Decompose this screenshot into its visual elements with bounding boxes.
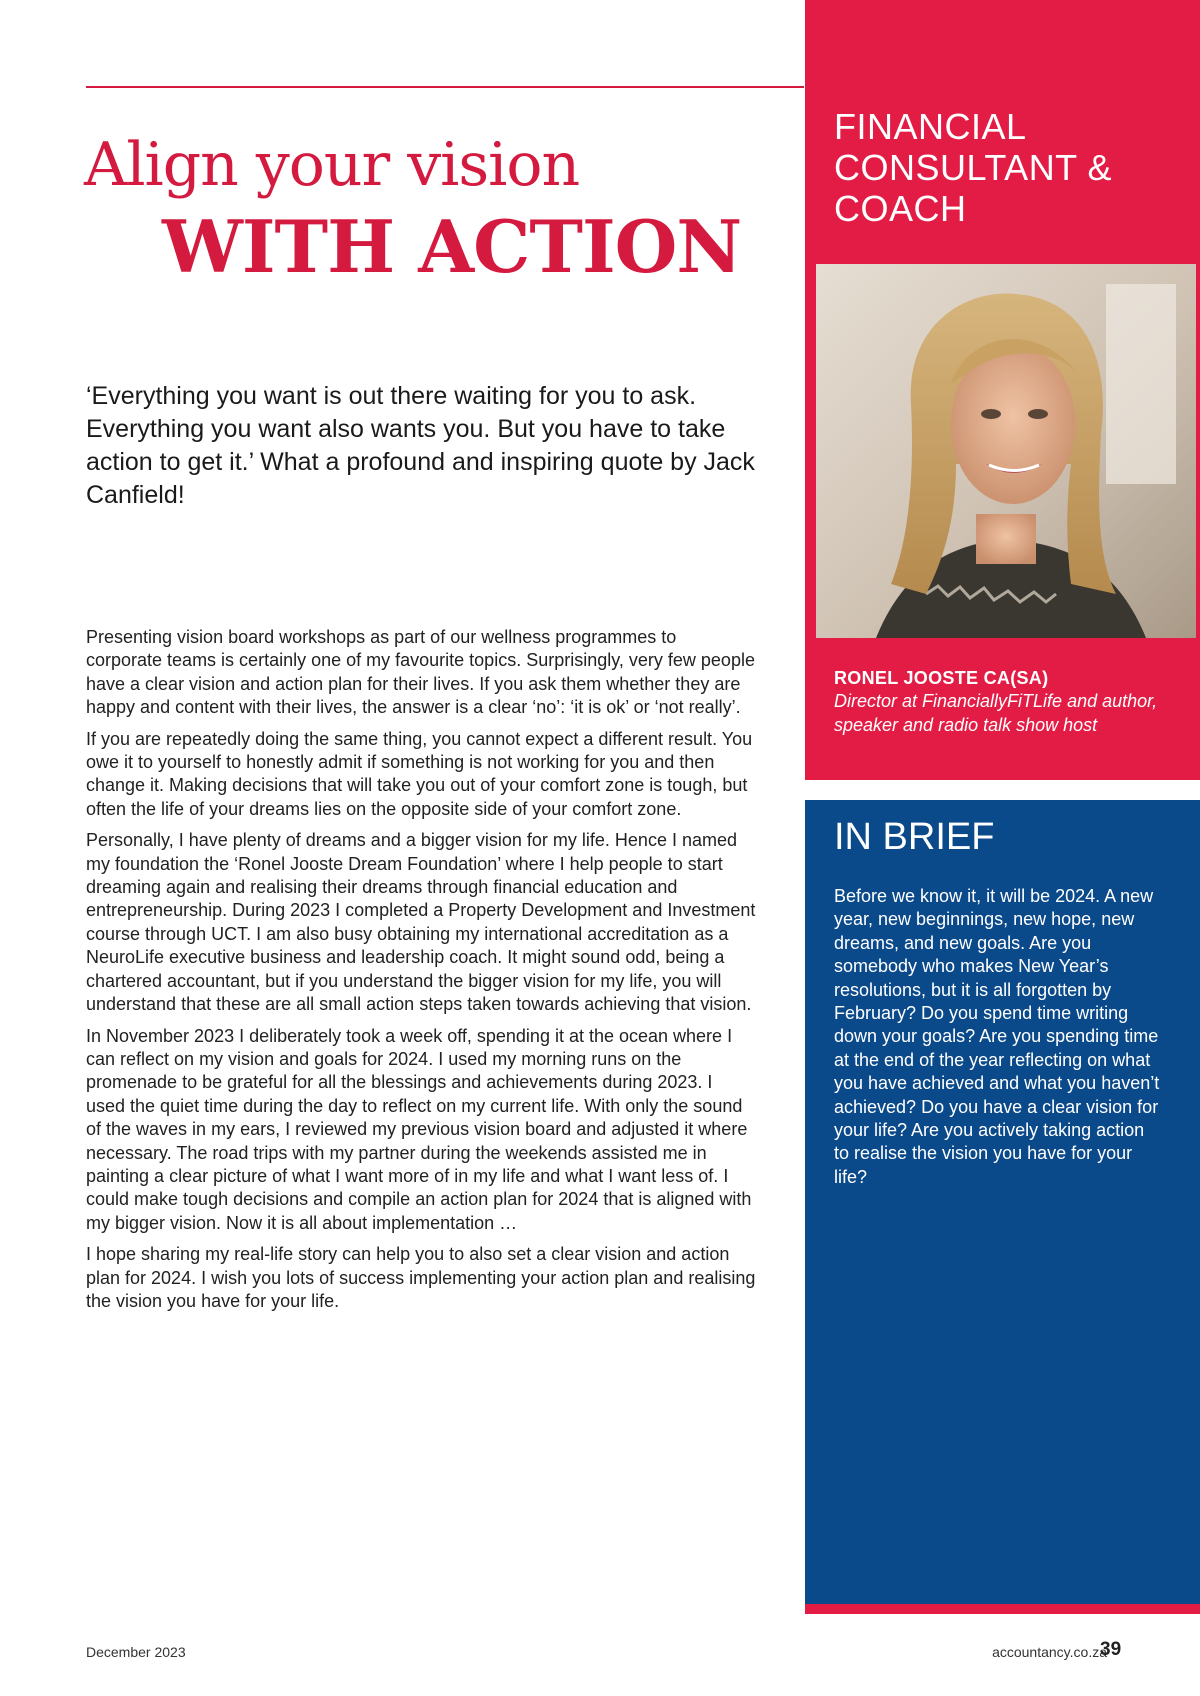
author-name: RONEL JOOSTE CA(SA) <box>834 668 1049 688</box>
sidebar-heading-line-3: COACH <box>834 188 967 229</box>
author-portrait-illustration <box>816 264 1196 638</box>
sidebar-heading <box>834 106 1112 229</box>
body-paragraph-4: In November 2023 I deliberately took a week off, spending it at the ocean where I can reflect on my vision and goals for 2024. I used my morning runs on the promenade to be grateful for all the blessings and achievements during 2023. I used the quiet time during the day to reflect on my current life. With only the sound of the waves in my ears, I reviewed my previous vision board and adjusted it where necessary. The road trips with my partner during the weekends assisted me in painting a clear picture of what I want more of in my life and what I want less of. I could make tough decisions and compile an action plan for 2024 that is aligned with my bigger vision. Now it is all about implementation … <box>86 1025 752 1233</box>
author-photo <box>816 264 1196 638</box>
article-title-line-2: WITH ACTION <box>162 204 742 289</box>
body-paragraph-2: If you are repeatedly doing the same thing, you cannot expect a different result. You owe it to yourself to honestly admit if something is not working for you and then change it. Making decisions that will take you out of your comfort zone is tough, but often the life of your dreams lies on the opposite side of your comfort zone. <box>86 728 753 819</box>
body-paragraph-5: I hope sharing my real-life story can help you to also set a clear vision and action plan for 2024. I wish you lots of success implementing your action plan and realising the vision you have for your life. <box>86 1244 756 1311</box>
body-paragraph-1: Presenting vision board workshops as part of our wellness programmes to corporate teams is certainly one of my favourite topics. Surprisingly, very few people have a clear vision and action plan for their lives. If you ask them whether they are happy and content with their lives, the answer is a clear ‘no’: ‘it is ok’ or ‘not really’. <box>86 627 755 718</box>
author-role: Director at FinanciallyFiTLife and author, speaker and radio talk show host <box>834 691 1158 735</box>
article-title-line-1: Align your vision <box>84 130 580 200</box>
footer-issue-date: December 2023 <box>86 1644 186 1660</box>
bottom-accent-strip <box>805 1604 1200 1614</box>
sidebar-heading-line-1: FINANCIAL <box>834 106 1027 147</box>
in-brief-text: Before we know it, it will be 2024. A new year, new beginnings, new hope, new dreams, and new goals. Are you somebody who makes New Year’s resolutions, but it is all forgotten by February? Do you spend time writing down your goals? Are you spending time at the end of the year reflecting on what you have achieved and what you haven’t achieved? Do you have a clear vision for your life? Are you actively taking action to realise the vision you have for your life? <box>834 886 1160 1187</box>
footer-website: accountancy.co.za <box>992 1644 1107 1660</box>
in-brief-heading: IN BRIEF <box>834 816 995 858</box>
top-rule-divider <box>86 86 804 88</box>
page-number: 39 <box>1100 1639 1122 1660</box>
body-paragraph-3: Personally, I have plenty of dreams and a bigger vision for my life. Hence I named my foundation the ‘Ronel Jooste Dream Foundation’ where I help people to start dreaming again and realising their dreams through financial education and entrepreneurship. During 2023 I completed a Property Development and Investment course through UCT. I am also busy obtaining my international accreditation as a NeuroLife executive business and leadership coach. It might sound odd, being a chartered accountant, but if you understand the bigger vision for my life, you will understand that these are all small action steps taken towards achieving that vision. <box>86 830 756 1015</box>
pull-quote: ‘Everything you want is out there waiting for you to ask. Everything you want also wants you. But you have to take action to get it.’ What a profound and inspiring quote by Jack Canfield! <box>86 382 755 509</box>
sidebar-heading-line-2: CONSULTANT & <box>834 147 1113 188</box>
article-body <box>86 626 756 1321</box>
